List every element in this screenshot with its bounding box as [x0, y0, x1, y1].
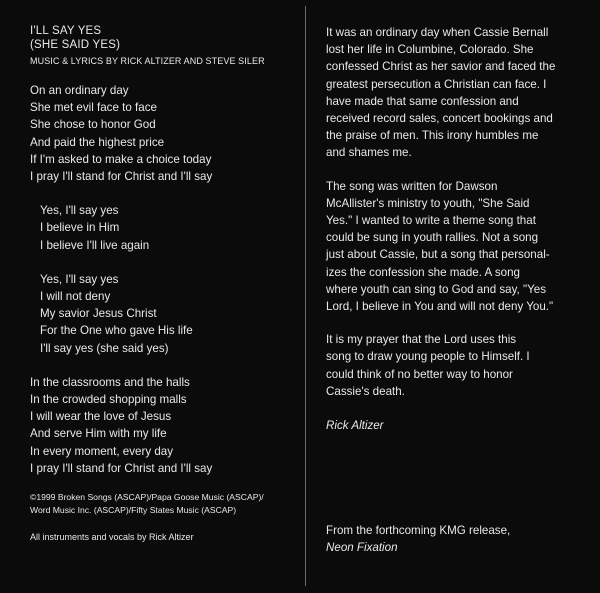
copyright-line: Word Music Inc. (ASCAP)/Fifty States Music (ASCAP): [30, 505, 237, 516]
note-paragraph-1: [326, 24, 588, 162]
note-line: McAllister's ministry to youth, "She Said: [326, 196, 530, 210]
album-title: Neon Fixation: [326, 541, 398, 554]
lyric-line: Yes, I'll say yes: [40, 204, 119, 218]
note-line: Yes." I wanted to write a theme song that: [326, 214, 536, 228]
lyric-line: She chose to honor God: [30, 118, 156, 132]
note-line: just about Cassie, but a song that personal-: [326, 248, 550, 262]
note-line: could be sung in youth rallies. Not a song: [326, 231, 539, 245]
copyright-notice: [30, 491, 300, 517]
lyric-line: I will not deny: [40, 290, 111, 304]
note-line: and shames me.: [326, 146, 412, 160]
lyric-line: I pray I'll stand for Christ and I'll say: [30, 170, 213, 184]
lyric-line: I pray I'll stand for Christ and I'll say: [30, 461, 213, 475]
lyric-line: Yes, I'll say yes: [40, 272, 119, 286]
note-line: have made that same confession and: [326, 94, 519, 108]
lyric-line: She met evil face to face: [30, 101, 157, 115]
lyric-line: My savior Jesus Christ: [40, 307, 157, 321]
lyric-line: In the crowded shopping malls: [30, 393, 187, 407]
lyric-line: In the classrooms and the halls: [30, 375, 190, 389]
lyric-line: I believe I'll live again: [40, 238, 150, 252]
lyric-line: And paid the highest price: [30, 135, 165, 149]
lyric-line: I believe in Him: [40, 221, 120, 235]
lyrics-column: [30, 24, 300, 543]
lyric-line: I will wear the love of Jesus: [30, 410, 172, 424]
note-line: It was an ordinary day when Cassie Bernall: [326, 26, 549, 39]
lyric-line: On an ordinary day: [30, 84, 129, 97]
note-line: lost her life in Columbine, Colorado. She: [326, 43, 534, 57]
note-line: received record sales, concert bookings and: [326, 112, 553, 126]
note-paragraph-3: [326, 331, 588, 400]
instruments-credit: All instruments and vocals by Rick Altizer: [30, 532, 194, 543]
note-line: could think of no better way to honor: [326, 367, 513, 381]
song-subtitle-line: (SHE SAID YES): [30, 39, 121, 51]
note-line: izes the confession she made. A song: [326, 265, 520, 279]
lyric-line: In every moment, every day: [30, 444, 174, 458]
release-note: [326, 522, 588, 556]
author-signature: Rick Altizer: [326, 419, 384, 433]
song-title: [30, 24, 300, 52]
notes-column: [326, 24, 588, 434]
note-line: Cassie's death.: [326, 384, 405, 398]
lyric-line: If I'm asked to make a choice today: [30, 152, 212, 166]
note-line: It is my prayer that the Lord uses this: [326, 333, 517, 347]
lyric-line: And serve Him with my life: [30, 427, 167, 441]
note-paragraph-2: [326, 178, 588, 316]
songwriter-credits: MUSIC & LYRICS BY RICK ALTIZER AND STEVE SILER: [30, 56, 265, 66]
verse-1: [30, 82, 300, 185]
note-line: Lord, I believe in You and will not deny You.": [326, 300, 554, 314]
note-line: where youth can sing to God and say, "Yes: [326, 282, 547, 296]
lyric-line: I'll say yes (she said yes): [40, 341, 169, 355]
release-note-line: From the forthcoming KMG release,: [326, 524, 511, 537]
song-title-line: I'LL SAY YES: [30, 25, 102, 37]
copyright-line: ©1999 Broken Songs (ASCAP)/Papa Goose Music (ASCAP)/: [30, 492, 264, 503]
verse-2: [30, 374, 300, 477]
chorus-part-1: [30, 202, 300, 254]
note-line: the praise of men. This irony humbles me: [326, 129, 539, 143]
note-line: The song was written for Dawson: [326, 179, 498, 193]
lyric-line: For the One who gave His life: [40, 324, 193, 338]
column-divider: [305, 6, 306, 586]
note-line: greatest persecution a Christian can face. I: [326, 77, 547, 91]
chorus-part-2: [30, 271, 300, 357]
note-line: confessed Christ as her savior and faced the: [326, 60, 556, 74]
note-line: song to draw young people to Himself. I: [326, 350, 530, 364]
